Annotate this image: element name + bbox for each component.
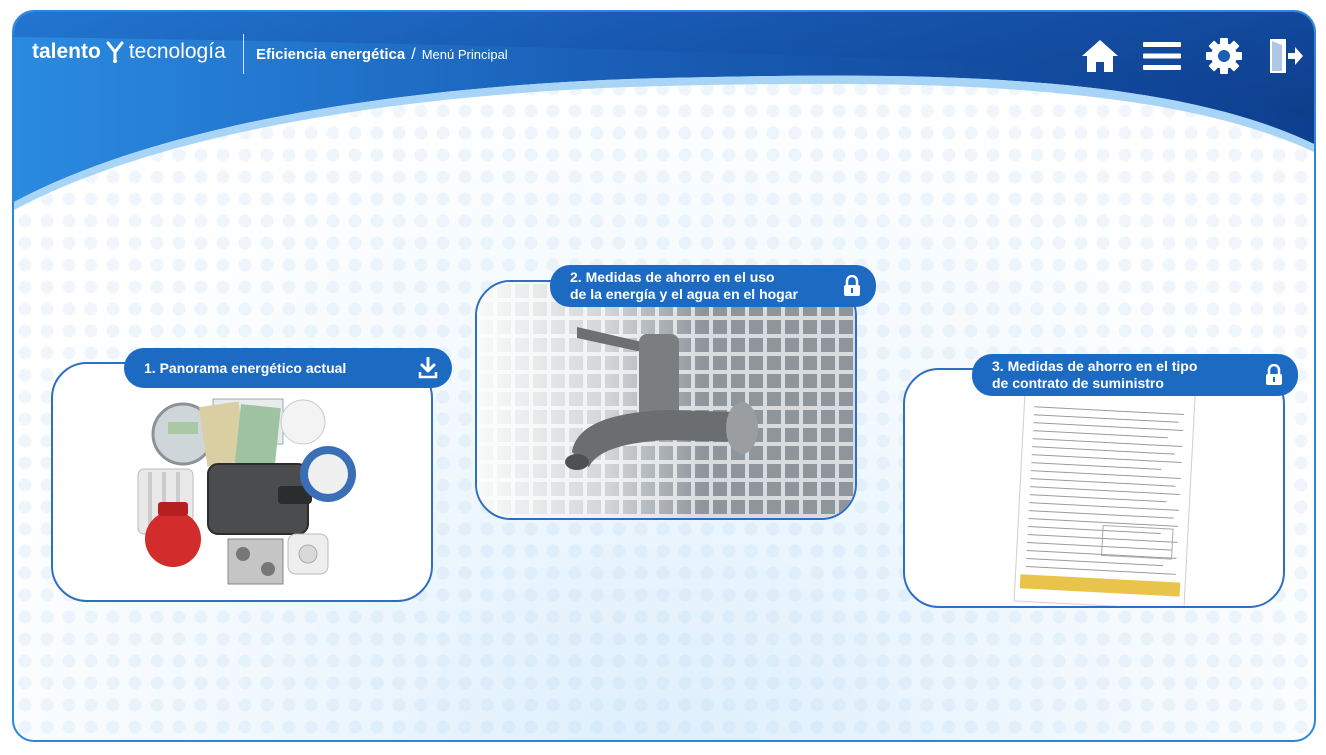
logo-y-icon: [105, 40, 125, 64]
header-nav: [1080, 36, 1306, 76]
faucet-image: [477, 282, 855, 518]
lock-icon: [842, 275, 862, 297]
exit-button[interactable]: [1266, 36, 1306, 76]
menu-icon: [1143, 41, 1181, 71]
module-3-card[interactable]: [903, 368, 1285, 608]
exit-icon: [1268, 37, 1304, 75]
home-button[interactable]: [1080, 36, 1120, 76]
download-icon[interactable]: [418, 357, 438, 379]
logo-text-bold: talento: [32, 40, 101, 63]
lock-icon: [1264, 364, 1284, 386]
menu-button[interactable]: [1142, 36, 1182, 76]
brand-logo: [32, 40, 226, 64]
module-2-tab[interactable]: [550, 265, 876, 307]
logo-text-light: tecnología: [128, 40, 226, 63]
home-icon: [1080, 38, 1120, 74]
module-3-label: [992, 358, 1197, 392]
header-divider: [243, 34, 244, 74]
settings-button[interactable]: [1204, 36, 1244, 76]
app-frame: [12, 10, 1316, 742]
module-2-label-line1: 2. Medidas de ahorro en el uso: [570, 269, 775, 285]
module-3-label-line1: 3. Medidas de ahorro en el tipo: [992, 358, 1198, 374]
breadcrumb: [256, 46, 508, 64]
gear-icon: [1205, 37, 1243, 75]
section-title: Menú Principal: [421, 47, 508, 62]
module-2-card[interactable]: [475, 280, 857, 520]
energy-items-image: [53, 364, 431, 600]
course-title: Eficiencia energética: [256, 46, 406, 63]
module-1-label: 1. Panorama energético actual: [144, 359, 347, 376]
contract-document-image: [905, 370, 1283, 606]
module-3-tab[interactable]: [972, 354, 1298, 396]
module-1-tab[interactable]: [124, 348, 452, 388]
module-1-card[interactable]: [51, 359, 433, 602]
module-3-label-line2: de contrato de suministro: [992, 375, 1164, 391]
breadcrumb-separator: /: [411, 46, 416, 63]
module-2-label-line2: de la energía y el agua en el hogar: [570, 286, 798, 302]
module-2-label: [570, 269, 798, 303]
